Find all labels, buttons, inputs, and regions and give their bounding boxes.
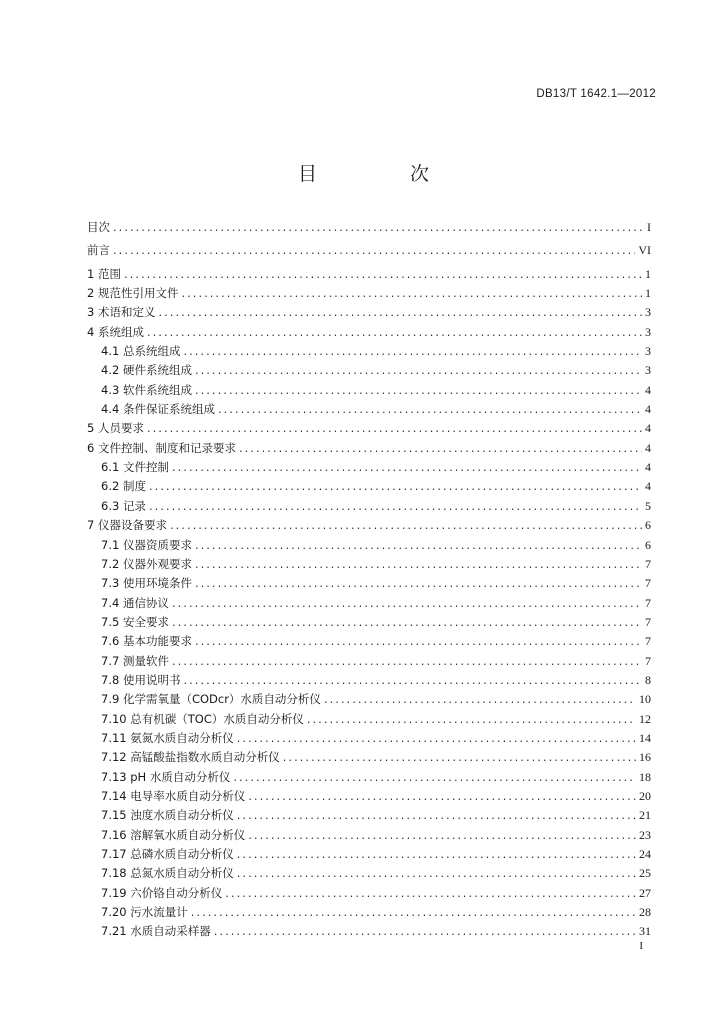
toc-entry-label: 1 范围 <box>87 266 121 281</box>
toc-dot-leader <box>307 712 636 726</box>
toc-entry-label: 7.15 浊度水质自动分析仪 <box>101 808 234 823</box>
toc-dot-leader <box>113 220 644 234</box>
toc-entry-page: 27 <box>639 885 651 900</box>
toc-dot-leader <box>172 596 642 610</box>
toc-entry-label: 7.19 六价铬自动分析仪 <box>101 885 223 900</box>
toc-entry[interactable] <box>87 324 651 343</box>
toc-entry-page: 3 <box>645 344 651 359</box>
toc-dot-leader <box>147 325 642 339</box>
toc-dot-leader <box>195 363 642 377</box>
toc-entry[interactable] <box>87 285 651 304</box>
toc-dot-leader <box>195 634 642 648</box>
toc-entry-page: 14 <box>639 730 651 745</box>
toc-entry[interactable] <box>87 691 651 710</box>
toc-entry[interactable] <box>87 478 651 497</box>
toc-dot-leader <box>149 499 642 513</box>
toc-entry[interactable] <box>87 595 651 614</box>
toc-entry-label: 2 规范性引用文件 <box>87 286 179 301</box>
toc-dot-leader <box>195 557 642 571</box>
toc-dot-leader <box>225 886 636 900</box>
toc-dot-leader <box>191 905 636 919</box>
toc-entry-label: 7.8 使用说明书 <box>101 672 181 687</box>
toc-entry-page: 6 <box>645 537 651 552</box>
toc-entry-label: 7.5 安全要求 <box>101 614 169 629</box>
toc-entry-page: 4 <box>645 460 651 475</box>
toc-entry-page: 1 <box>645 266 651 281</box>
toc-dot-leader <box>283 750 636 764</box>
toc-entry-label: 7.14 电导率水质自动分析仪 <box>101 788 246 803</box>
toc-entry-label: 7.2 仪器外观要求 <box>101 556 192 571</box>
toc-entry-page: 23 <box>639 827 651 842</box>
toc-entry-page: 1 <box>645 286 651 301</box>
toc-entry[interactable] <box>87 730 651 749</box>
toc-entry-label: 5 人员要求 <box>87 421 144 436</box>
toc-entry[interactable] <box>87 633 651 652</box>
toc-entry[interactable] <box>87 420 651 439</box>
toc-entry-label: 7.7 测量软件 <box>101 653 169 668</box>
toc-entry[interactable] <box>87 382 651 401</box>
page-number: I <box>639 940 643 952</box>
toc-entry[interactable] <box>87 575 651 594</box>
toc-entry[interactable] <box>87 343 651 362</box>
toc-entry-page: 10 <box>639 692 651 707</box>
toc-entry-label: 7.16 溶解氧水质自动分析仪 <box>101 827 246 842</box>
toc-entry-label: 7.9 化学需氧量（CODcr）水质自动分析仪 <box>101 692 321 707</box>
toc-entry[interactable] <box>87 788 651 807</box>
toc-entry-page: 7 <box>645 576 651 591</box>
toc-dot-leader <box>324 692 636 706</box>
page-title: 目 次 <box>297 163 466 185</box>
toc-entry-label: 目次 <box>87 220 110 234</box>
toc-dot-leader <box>248 789 636 803</box>
toc-entry-page: 20 <box>639 788 651 803</box>
toc-entry[interactable] <box>87 923 651 942</box>
toc-entry-page: 3 <box>645 363 651 378</box>
toc-entry-page: VI <box>638 243 651 258</box>
toc-dot-leader <box>183 673 642 687</box>
toc-dot-leader <box>218 402 642 416</box>
toc-entry-page: 4 <box>645 421 651 436</box>
toc-entry[interactable] <box>87 807 651 826</box>
toc-entry-page: 24 <box>639 847 651 861</box>
toc-entry-label: 7.10 总有机碳（TOC）水质自动分析仪 <box>101 711 304 726</box>
toc-entry-label: 7.6 基本功能要求 <box>101 634 192 649</box>
toc-entry-page: 3 <box>645 324 651 339</box>
toc-entry-page: 3 <box>645 305 651 320</box>
toc-entry[interactable] <box>87 459 651 478</box>
toc-dot-leader <box>172 654 642 668</box>
toc-dot-leader <box>237 847 636 861</box>
toc-entry-page: 4 <box>645 479 651 494</box>
toc-entry-label: 7.21 水质自动采样器 <box>101 924 211 939</box>
toc-entry-label: 7.4 通信协议 <box>101 595 169 610</box>
toc-entry-label: 7.13 pH 水质自动分析仪 <box>101 769 231 784</box>
toc-entry-page: 28 <box>639 905 651 920</box>
toc-entry[interactable] <box>87 904 651 923</box>
toc-dot-leader <box>214 924 636 938</box>
toc-entry-label: 3 术语和定义 <box>87 305 156 320</box>
toc-entry[interactable] <box>87 242 651 261</box>
toc-entry-page: 4 <box>645 402 651 417</box>
toc-dot-leader <box>195 538 642 552</box>
toc-entry-label: 7.3 使用环境条件 <box>101 576 192 591</box>
toc-entry-label: 前言 <box>87 243 110 258</box>
toc-entry[interactable] <box>87 653 651 672</box>
toc-entry[interactable] <box>87 865 651 884</box>
toc-dot-leader <box>113 243 635 257</box>
toc-entry-label: 7.11 氨氮水质自动分析仪 <box>101 730 234 745</box>
toc-entry[interactable] <box>87 614 651 633</box>
toc-entry-page: 7 <box>645 634 651 649</box>
toc-entry-page: I <box>647 220 651 234</box>
toc-dot-leader <box>237 731 636 745</box>
toc-dot-leader <box>237 866 636 880</box>
toc-entry-label: 6.2 制度 <box>101 479 146 494</box>
toc-entry-label: 7.1 仪器资质要求 <box>101 537 192 552</box>
toc-entry-page: 7 <box>645 653 651 668</box>
toc-dot-leader <box>239 441 642 455</box>
toc-entry-label: 4.1 总系统组成 <box>101 344 181 359</box>
toc-dot-leader <box>195 576 642 590</box>
toc-entry-page: 6 <box>645 518 651 533</box>
toc-entry-page: 4 <box>645 382 651 397</box>
toc-entry[interactable] <box>87 827 651 846</box>
toc-entry[interactable] <box>87 769 651 788</box>
toc-entry-page: 7 <box>645 556 651 571</box>
toc-entry-page: 5 <box>645 498 651 513</box>
toc-entry-label: 4.3 软件系统组成 <box>101 382 192 397</box>
toc-entry-page: 8 <box>645 672 651 687</box>
toc-entry[interactable] <box>87 266 651 285</box>
toc-dot-leader <box>233 770 636 784</box>
toc-entry[interactable] <box>87 219 651 238</box>
toc-dot-leader <box>172 615 642 629</box>
toc-entry-page: 16 <box>639 750 651 765</box>
toc-entry-label: 7 仪器设备要求 <box>87 518 167 533</box>
toc-dot-leader <box>124 267 642 281</box>
toc-entry-label: 4.2 硬件系统组成 <box>101 363 192 378</box>
toc-entry[interactable] <box>87 401 651 420</box>
toc-entry[interactable] <box>87 440 651 459</box>
toc-entry[interactable] <box>87 517 651 536</box>
toc-entry-page: 4 <box>645 440 651 455</box>
toc-entry[interactable] <box>87 749 651 768</box>
toc-entry-label: 7.17 总磷水质自动分析仪 <box>101 847 234 861</box>
toc-dot-leader <box>158 305 642 319</box>
toc-dot-leader <box>248 828 636 842</box>
toc-dot-leader <box>147 421 642 435</box>
toc-entry-page: 21 <box>639 808 651 823</box>
table-of-contents <box>87 219 651 943</box>
toc-entry-page: 18 <box>639 769 651 784</box>
toc-dot-leader <box>172 460 642 474</box>
toc-entry[interactable] <box>87 885 651 904</box>
toc-dot-leader <box>170 518 642 532</box>
toc-entry-label: 6.1 文件控制 <box>101 460 169 475</box>
toc-entry-label: 7.12 高锰酸盐指数水质自动分析仪 <box>101 750 280 765</box>
toc-entry-label: 6 文件控制、制度和记录要求 <box>87 440 236 455</box>
toc-entry[interactable] <box>87 304 651 323</box>
toc-entry-label: 7.18 总氮水质自动分析仪 <box>101 866 234 881</box>
toc-entry-page: 25 <box>639 866 651 881</box>
toc-entry[interactable] <box>87 672 651 691</box>
toc-entry-page: 7 <box>645 614 651 629</box>
toc-dot-leader <box>149 479 642 493</box>
toc-dot-leader <box>237 808 636 822</box>
toc-entry-label: 4.4 条件保证系统组成 <box>101 402 215 417</box>
toc-dot-leader <box>181 286 642 300</box>
toc-entry[interactable] <box>87 498 651 517</box>
toc-entry-page: 12 <box>639 711 651 726</box>
toc-entry-label: 4 系统组成 <box>87 324 144 339</box>
toc-entry-label: 7.20 污水流量计 <box>101 905 188 920</box>
toc-entry[interactable] <box>87 362 651 381</box>
standard-code: DB13/T 1642.1—2012 <box>536 88 656 100</box>
toc-entry[interactable] <box>87 537 651 556</box>
toc-entry-page: 31 <box>639 924 651 939</box>
toc-entry[interactable] <box>87 556 651 575</box>
toc-dot-leader <box>183 344 642 358</box>
toc-dot-leader <box>195 383 642 397</box>
toc-entry-label: 6.3 记录 <box>101 498 146 513</box>
toc-entry[interactable] <box>87 711 651 730</box>
toc-entry-page: 7 <box>645 595 651 610</box>
toc-entry[interactable] <box>87 846 651 865</box>
